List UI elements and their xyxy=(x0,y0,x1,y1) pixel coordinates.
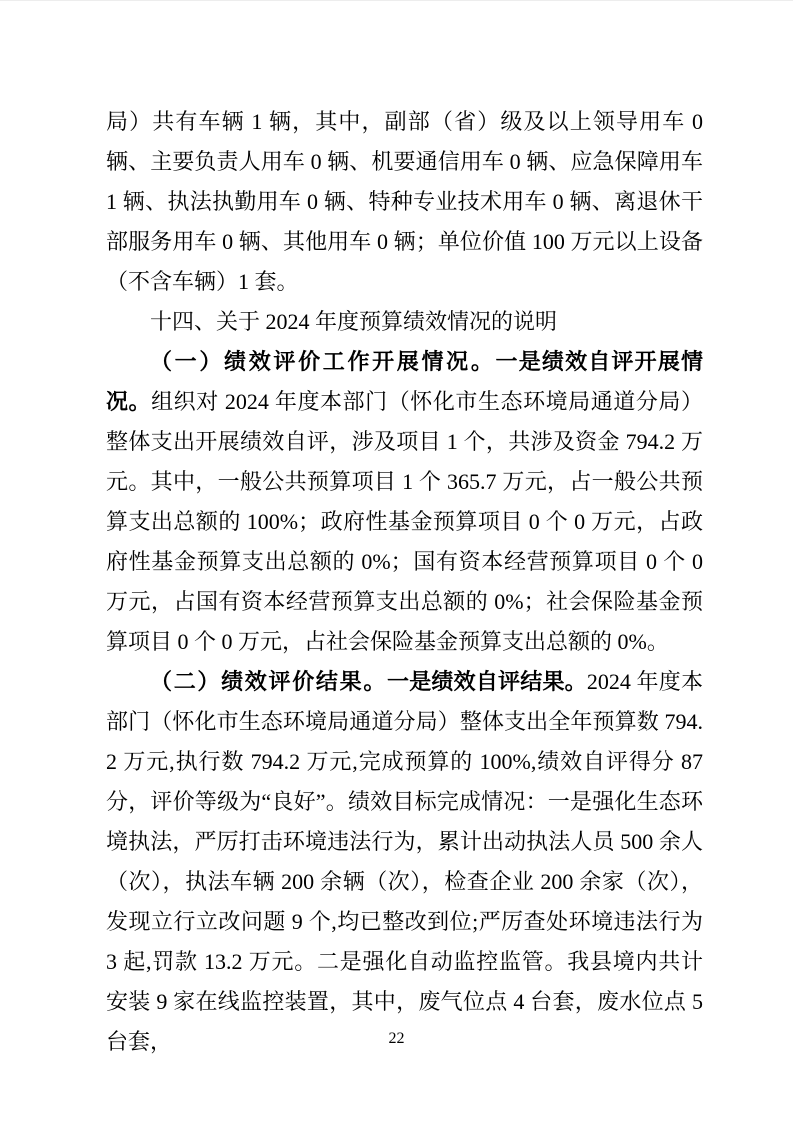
page-body-text xyxy=(106,102,703,1062)
section-heading-text: 十四、关于 2024 年度预算绩效情况的说明 xyxy=(150,309,558,334)
paragraph-text: 组织对 2024 年度本部门（怀化市生态环境局通道分局）整体支出开展绩效自评，涉及项目 1 个，共涉及资金 794.2 万元。其中，一般公共预算项目 1 个 365.7 万元，占一般公共预算支出总额的 100%；政府性基金预算项目 0 个 0 万元，占政府性基金预算支出总额的 0%；国有资本经营预算项目 0 个 0 万元，占国有资本经营预算支出总额的 0%；社会保险基金预算项目 0 个 0 万元，占社会保险基金预算支出总额的 0%。 xyxy=(106,389,703,654)
emphasis-lead-hei: 一是绩效自评开展情况。 xyxy=(106,349,703,414)
paragraph-vehicles-continuation xyxy=(106,102,703,302)
subsection-label-kai: （一）绩效评价工作开展情况。 xyxy=(150,349,496,374)
subsection-label-kai: （二）绩效评价结果。 xyxy=(150,669,388,694)
paragraph-text: 局）共有车辆 1 辆，其中，副部（省）级及以上领导用车 0 辆、主要负责人用车 0 辆、机要通信用车 0 辆、应急保障用车 1 辆、执法执勤用车 0 辆、特种专业技术用车 0 辆、离退休干部服务用车 0 辆、其他用车 0 辆；单位价值 100 万元以上设备（不含车辆）1 套。 xyxy=(106,109,703,294)
paragraph-performance-evaluation-work xyxy=(106,342,703,662)
emphasis-lead-hei: 一是绩效自评结果。 xyxy=(387,669,587,694)
page-number: 22 xyxy=(388,1030,405,1047)
paragraph-text: 2024 年度本部门（怀化市生态环境局通道分局）整体支出全年预算数 794.2 万元,执行数 794.2 万元,完成预算的 100%,绩效自评得分 87 分，评价等级为“良好”。绩效目标完成情况：一是强化生态环境执法，严厉打击环境违法行为，累计出动执法人员 500 余人（次），执法车辆 200 余辆（次），检查企业 200 余家（次），发现立行立改问题 9 个,均已整改到位;严厉查处环境违法行为 3 起,罚款 13.2 万元。二是强化自动监控监管。我县境内共计安装 9 家在线监控装置，其中，废气位点 4 台套，废水位点 5 台套， xyxy=(106,669,703,1054)
paragraph-performance-evaluation-results xyxy=(106,662,703,1062)
section-heading-14 xyxy=(106,302,703,342)
